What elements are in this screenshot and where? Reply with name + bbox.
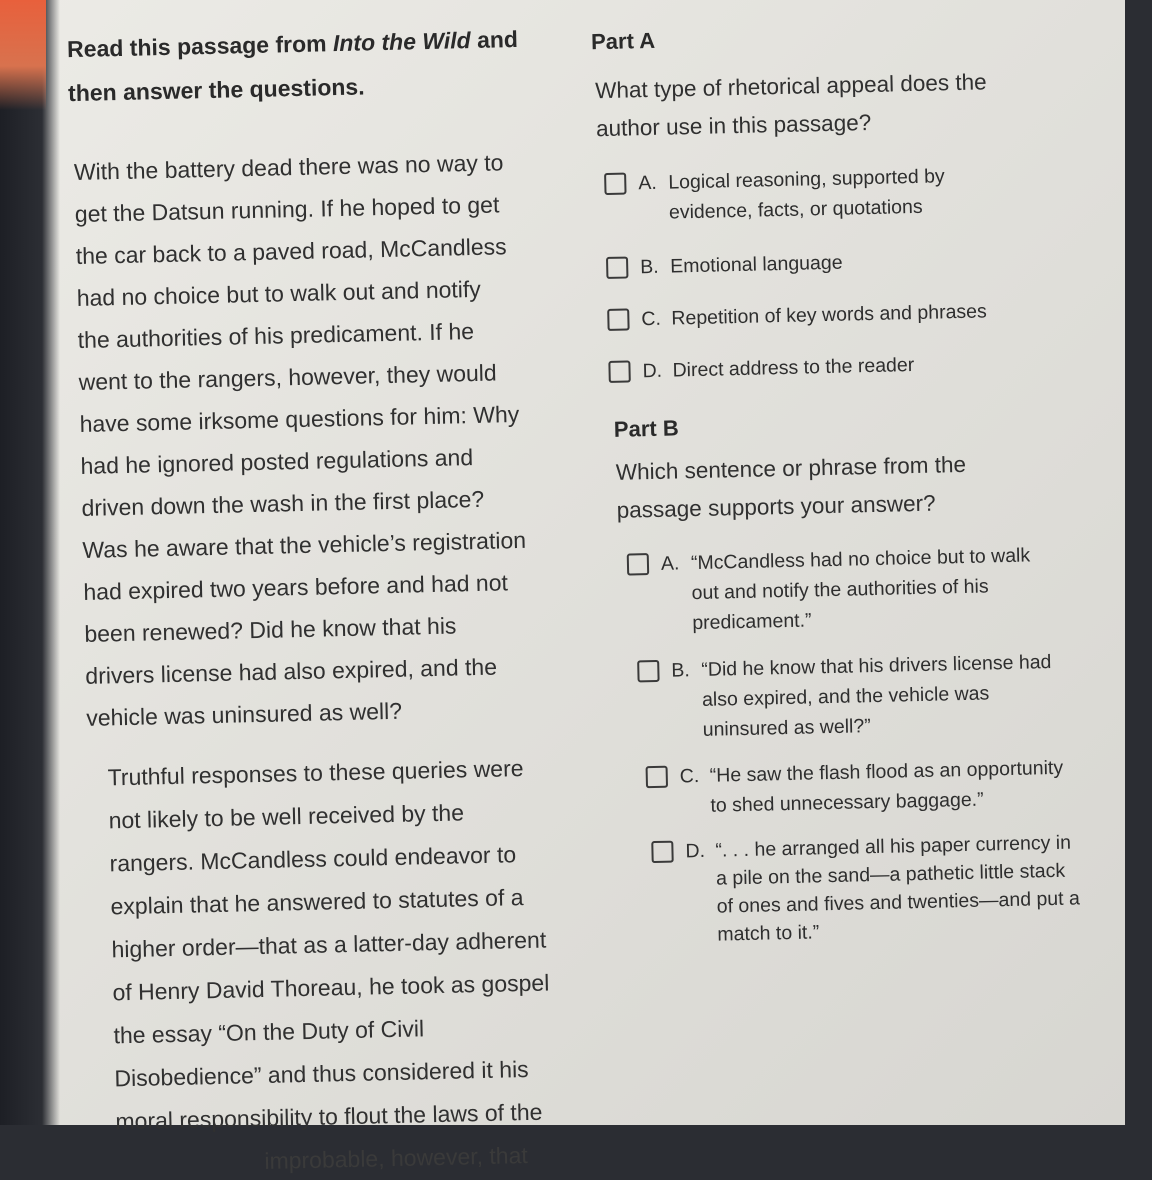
option-text: Logical reasoning, supported by: [668, 165, 945, 194]
option-text: to shed unnecessary baggage.”: [710, 788, 984, 817]
checkbox[interactable]: [637, 660, 659, 682]
passage-line: higher order—that as a latter-day adherent: [111, 926, 547, 963]
option-letter: C.: [679, 765, 700, 788]
instructions-line-2: then answer the questions.: [67, 73, 365, 107]
passage-line: drivers license had also expired, and the: [85, 653, 498, 689]
checkbox[interactable]: [627, 553, 649, 575]
option-text: “McCandless had no choice but to walk: [690, 544, 1031, 575]
passage-line: the car back to a paved road, McCandless: [75, 233, 507, 270]
part-b-question-line: Which sentence or phrase from the: [615, 451, 967, 485]
option-text: predicament.”: [692, 609, 812, 635]
passage-line: went to the rangers, however, they would: [78, 359, 497, 395]
option-text: a pile on the sand—a pathetic little stack: [715, 859, 1066, 890]
book-title: Into the Wild: [332, 27, 471, 57]
passage-line: rangers. McCandless could endeavor to: [109, 841, 517, 877]
checkbox[interactable]: [604, 173, 626, 195]
passage-line: of Henry David Thoreau, he took as gospel: [112, 969, 550, 1006]
option-letter: A.: [638, 171, 657, 195]
checkbox[interactable]: [608, 360, 630, 382]
worksheet-page: [30, 0, 1150, 1174]
part-b-question-line: passage supports your answer?: [616, 490, 936, 523]
option-letter: D.: [685, 839, 706, 863]
part-a-question-line: What type of rhetorical appeal does the: [594, 69, 987, 104]
option-letter: C.: [641, 307, 662, 331]
option-text: “Did he know that his drivers license had: [701, 651, 1052, 681]
part-a-title: Part A: [590, 27, 656, 55]
passage-line: get the Datsun running. If he hoped to get: [74, 191, 500, 228]
part-a-question: [595, 63, 988, 148]
checkbox[interactable]: [651, 841, 673, 863]
checkbox[interactable]: [646, 766, 668, 788]
option-text: evidence, facts, or quotations: [668, 195, 923, 224]
passage-line: vehicle was uninsured as well?: [86, 697, 403, 731]
option-text: “. . . he arranged all his paper currency in: [715, 831, 1072, 862]
passage-line: moral responsibility to flout the laws of the: [115, 1098, 543, 1135]
instructions-heading: [67, 17, 520, 115]
passage-line: Disobedience” and thus considered it his: [114, 1055, 529, 1092]
option-text: Repetition of key words and phrases: [671, 300, 987, 330]
option-text: of ones and fives and twenties—and put a: [716, 887, 1081, 918]
passage-line: been renewed? Did he know that his: [84, 612, 457, 647]
option-text: also expired, and the vehicle was: [701, 682, 990, 711]
option-text: “He saw the flash flood as an opportunity: [709, 756, 1064, 787]
part-b-title: Part B: [613, 415, 679, 442]
instructions-suffix: and: [470, 25, 519, 54]
passage-line-cutoff: improbable, however, that: [264, 1142, 529, 1174]
instructions-prefix: Read this passage from: [66, 30, 334, 63]
option-text: out and notify the authorities of his: [691, 575, 989, 605]
option-letter: B.: [639, 255, 659, 279]
passage-line: have some irksome questions for him: Why: [79, 401, 520, 437]
passage-line: had no choice but to walk out and notify: [76, 275, 482, 312]
checkbox[interactable]: [607, 308, 629, 330]
passage-line: had expired two years before and had not: [83, 569, 509, 605]
option-text: Direct address to the reader: [672, 354, 915, 382]
option-text: match to it.”: [717, 921, 820, 946]
passage-line: Was he aware that the vehicle’s registration: [82, 526, 527, 563]
option-text: Emotional language: [669, 251, 843, 278]
passage-line: explain that he answered to statutes of a: [110, 884, 524, 920]
checkbox[interactable]: [606, 256, 628, 278]
passage-line: not likely to be well received by the: [108, 799, 465, 834]
part-a-question-line: author use in this passage?: [595, 109, 872, 142]
option-letter: A.: [660, 552, 680, 575]
passage-line: the authorities of his predicament. If he: [77, 318, 475, 354]
passage-line: the essay “On the Duty of Civil: [113, 1015, 425, 1049]
option-letter: D.: [642, 359, 663, 383]
passage-line: had he ignored posted regulations and: [80, 444, 474, 479]
passage-line: driven down the wash in the first place?: [81, 485, 485, 521]
option-text: uninsured as well?”: [702, 715, 871, 741]
passage-line: Truthful responses to these queries were: [107, 755, 524, 791]
option-letter: B.: [671, 659, 691, 682]
passage-line: With the battery dead there was no way to: [73, 149, 504, 186]
part-b-question: [615, 446, 967, 530]
